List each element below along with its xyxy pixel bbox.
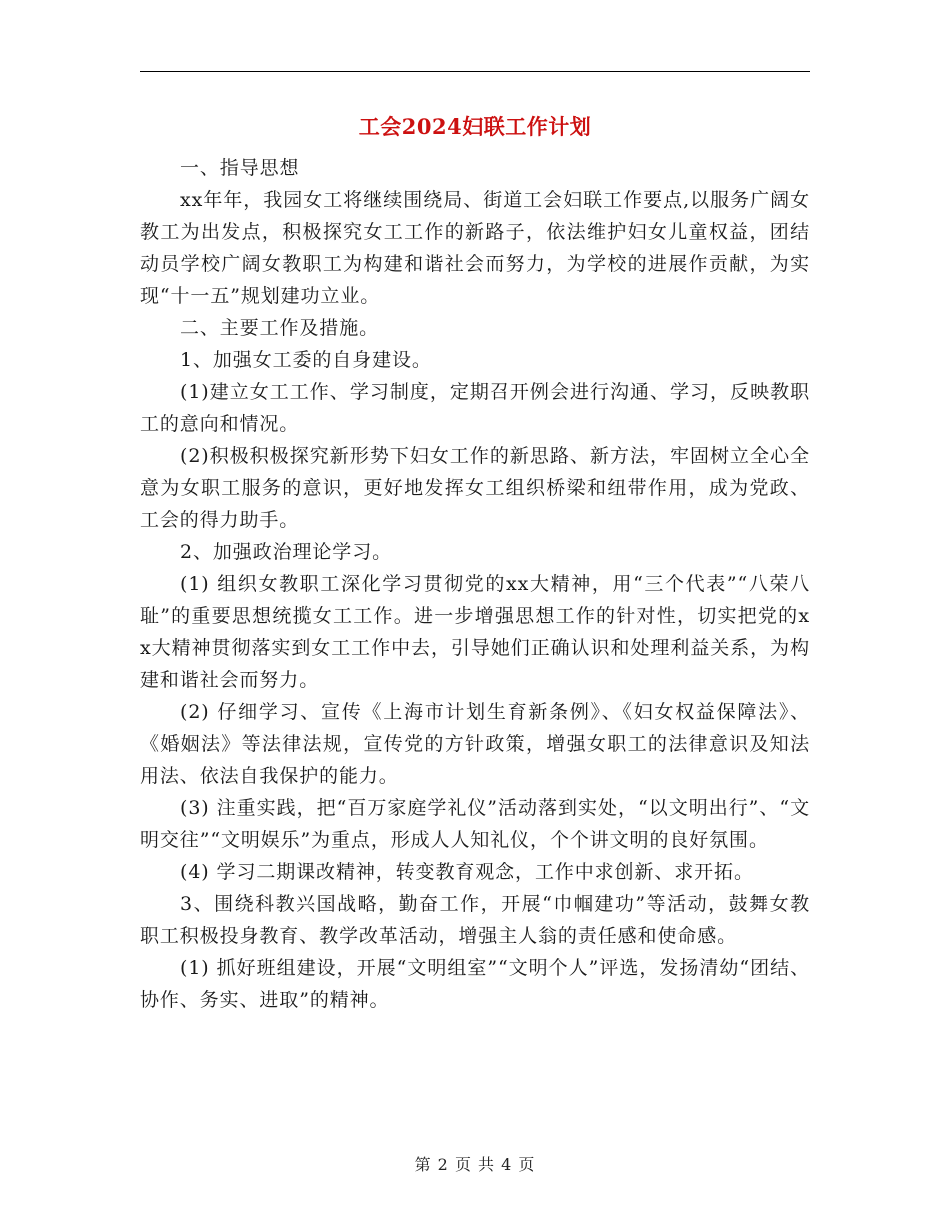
body-paragraph: (3) 注重实践，把“百万家庭学礼仪”活动落到实处，“以文明出行”、“文明交往”“文明娱乐”为重点，形成人人知礼仪，个个讲文明的良好氛围。 <box>140 797 810 851</box>
body-paragraph: (4) 学习二期课改精神，转变教育观念，工作中求创新、求开拓。 <box>180 861 754 883</box>
page-number: 第 2 页 共 4 页 <box>414 1155 536 1174</box>
section-heading: 一、指导思想 <box>180 157 300 179</box>
body-paragraph: (1) 抓好班组建设，开展“文明组室”“文明个人”评选，发扬清幼“团结、协作、务实、进取”的精神。 <box>140 957 810 1011</box>
document-body <box>140 152 810 1016</box>
section-heading: 二、主要工作及措施。 <box>180 317 380 339</box>
body-paragraph: (1)建立女工工作、学习制度，定期召开例会进行沟通、学习，反映教职工的意向和情况。 <box>140 381 810 435</box>
subsection-heading: 1、加强女工委的自身建设。 <box>180 349 432 371</box>
body-paragraph: (2)积极积极探究新形势下妇女工作的新思路、新方法，牢固树立全心全意为女职工服务的意识，更好地发挥女工组织桥梁和纽带作用，成为党政、工会的得力助手。 <box>140 445 810 531</box>
body-paragraph: xx年年，我园女工将继续围绕局、街道工会妇联工作要点,以服务广阔女教工为出发点，积极探究女工工作的新路子，依法维护妇女儿童权益，团结动员学校广阔女教职工为构建和谐社会而努力，为学校的进展作贡献，为实现“十一五”规划建功立业。 <box>140 189 810 307</box>
body-paragraph: (2) 仔细学习、宣传《上海市计划生育新条例》、《妇女权益保障法》、《婚姻法》等法律法规，宣传党的方针政策，增强女职工的法律意识及知法用法、依法自我保护的能力。 <box>140 701 810 787</box>
subsection-heading: 3、围绕科教兴国战略，勤奋工作，开展“巾帼建功”等活动，鼓舞女教职工积极投身教育、教学改革活动，增强主人翁的责任感和使命感。 <box>140 893 810 947</box>
document-title: 工会2024妇联工作计划 <box>358 114 592 139</box>
body-paragraph: (1) 组织女教职工深化学习贯彻党的xx大精神，用“三个代表”“八荣八耻”的重要思想统揽女工工作。进一步增强思想工作的针对性，切实把党的xx大精神贯彻落实到女工工作中去，引导她们正确认识和处理利益关系，为构建和谐社会而努力。 <box>140 573 810 691</box>
subsection-heading: 2、加强政治理论学习。 <box>180 541 392 563</box>
header-rule <box>140 71 810 72</box>
